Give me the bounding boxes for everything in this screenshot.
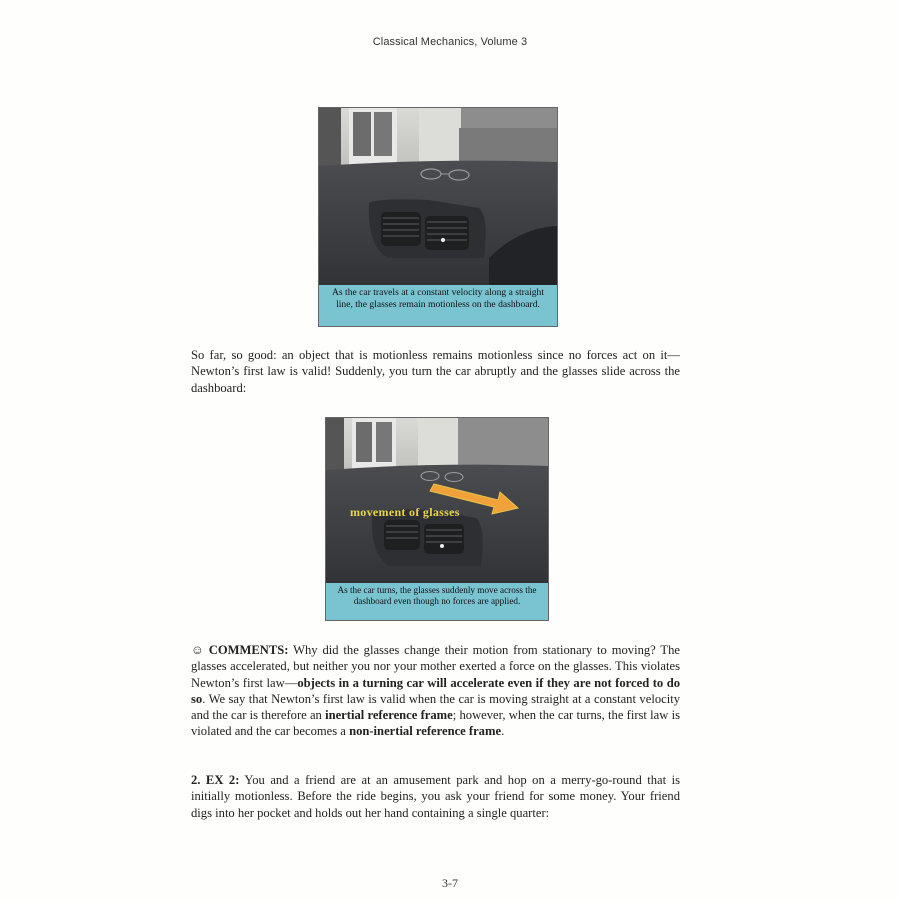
smiley-icon: ☺ bbox=[191, 643, 204, 657]
comments-bold-2: inertial reference frame bbox=[325, 708, 453, 723]
comments-text-1: Why did the glasses change their motion from stationary to moving? The glasses accelerated, but neither you nor your mother exerted a force on the glasses. This violates Newton’s first law— bbox=[191, 643, 680, 690]
comments-bold-1: objects in a turning car will accelerate even if they are not forced to do so bbox=[191, 675, 680, 706]
comments-label: COMMENTS: bbox=[208, 643, 289, 657]
figure-caption: As the car travels at a constant velocity along a straight line, the glasses remain motionless on the dashboard. bbox=[319, 285, 557, 326]
body-paragraph: So far, so good: an object that is motionless remains motionless since no forces act on it—Newton’s first law is valid! Suddenly, you turn the car abruptly and the glasses slide across the dashboard: bbox=[191, 348, 680, 395]
example-text: You and a friend are at an amusement park and hop on a merry-go-round that is initially motionless. Before the ride begins, you ask your friend for some money. Your friend digs into her pocket and holds out her hand containing a single quarter: bbox=[191, 773, 681, 820]
example-paragraph bbox=[191, 772, 680, 821]
page-number: 3-7 bbox=[442, 876, 458, 890]
figure-caption: As the car turns, the glasses suddenly move across the dashboard even though no forces are applied. bbox=[326, 583, 548, 620]
comments-paragraph bbox=[191, 642, 680, 740]
figure-dashboard-turning bbox=[325, 417, 549, 621]
overlay-label: movement of glasses bbox=[350, 505, 460, 519]
example-label: 2. EX 2: bbox=[191, 773, 240, 787]
running-head: Classical Mechanics, Volume 3 bbox=[372, 36, 528, 48]
comments-bold-3: non-inertial reference frame bbox=[349, 724, 502, 739]
comments-text-3: ; however, when the car turns, the first law is violated and the car becomes a bbox=[191, 708, 680, 739]
comments-text-2: . We say that Newton’s first law is valid when the car is moving straight at a constant velocity and the car is therefore an bbox=[191, 691, 680, 723]
comments-text-4: . bbox=[501, 724, 505, 739]
figure-dashboard-straight bbox=[318, 107, 558, 327]
